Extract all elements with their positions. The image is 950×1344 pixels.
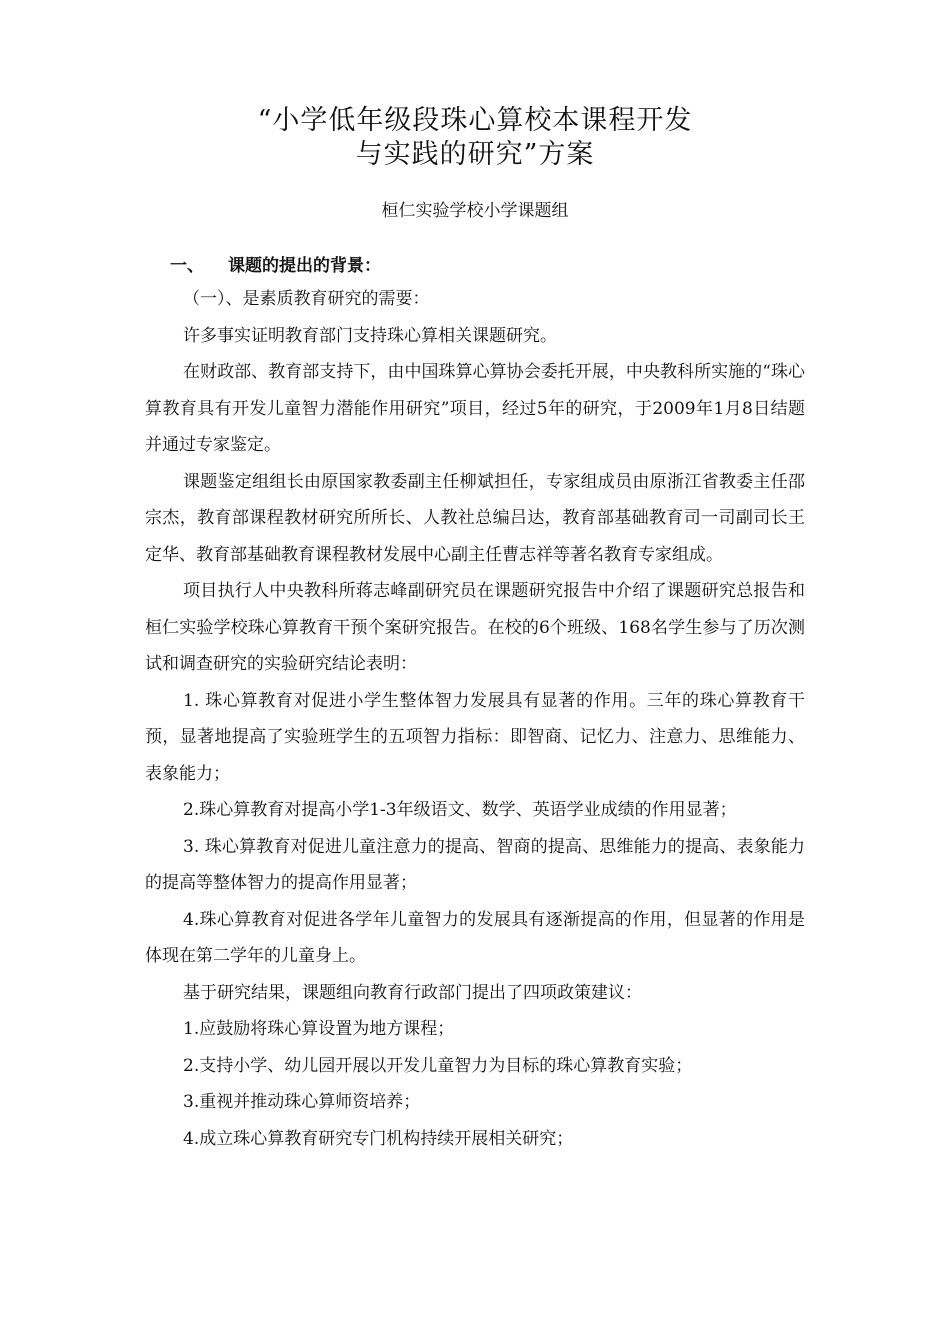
list-item: 1.应鼓励将珠心算设置为地方课程； <box>183 1019 455 1039</box>
document-title-line-1: “小学低年级段珠心算校本课程开发 <box>257 105 693 136</box>
document-body <box>145 281 805 1157</box>
paragraph: （一）、是素质教育研究的需要： <box>183 289 430 309</box>
list-item: 4.珠心算教育对促进各学年儿童智力的发展具有逐渐提高的作用，但显著的作用是体现在第二学年的儿童身上。 <box>145 909 805 966</box>
list-item: 3.重视并推动珠心算师资培养； <box>183 1092 421 1112</box>
list-item: 4.成立珠心算教育研究专门机构持续开展相关研究； <box>183 1128 574 1149</box>
paragraph: 项目执行人中央教科所蒋志峰副研究员在课题研究报告中介绍了课题研究总报告和桓仁实验学校珠心算教育干预个案研究报告。在校的6个班级、168名学生参与了历次测试和调查研究的实验研究结论表明： <box>145 581 805 674</box>
section-heading <box>170 254 381 278</box>
list-item: 3. 珠心算教育对促进儿童注意力的提高、智商的提高、思维能力的提高、表象能力的提高等整体智力的提高作用显著； <box>145 836 805 893</box>
section-title: 课题的提出的背景： <box>228 256 381 276</box>
paragraph: 在财政部、教育部支持下，由中国珠算心算协会委托开展，中央教科所实施的“珠心算教育具有开发儿童智力潜能作用研究”项目，经过5年的研究，于2009年1月8日结题并通过专家鉴定。 <box>145 362 805 455</box>
paragraph: 基于研究结果，课题组向教育行政部门提出了四项政策建议： <box>183 982 642 1003</box>
document-title-line-2: 与实践的研究”方案 <box>355 139 595 170</box>
list-item: 2.珠心算教育对提高小学1-3年级语文、数学、英语学业成绩的作用显著； <box>183 800 737 820</box>
author-line: 桓仁实验学校小学课题组 <box>381 201 569 221</box>
paragraph: 许多事实证明教育部门支持珠心算相关课题研究。 <box>183 325 557 346</box>
section-number: 一、 <box>170 256 204 276</box>
list-item: 2.支持小学、幼儿园开展以开发儿童智力为目标的珠心算教育实验； <box>183 1055 693 1076</box>
list-item: 1. 珠心算教育对促进小学生整体智力发展具有显著的作用。三年的珠心算教育干预，显著地提高了实验班学生的五项智力指标：即智商、记忆力、注意力、思维能力、表象能力； <box>145 690 805 784</box>
paragraph: 课题鉴定组组长由原国家教委副主任柳斌担任，专家组成员由原浙江省教委主任邵宗杰，教育部课程教材研究所所长、人教社总编吕达，教育部基础教育司一司副司长王定华、教育部基础教育课程教材发展中心副主任曹志祥等著名教育专家组成。 <box>145 471 805 565</box>
